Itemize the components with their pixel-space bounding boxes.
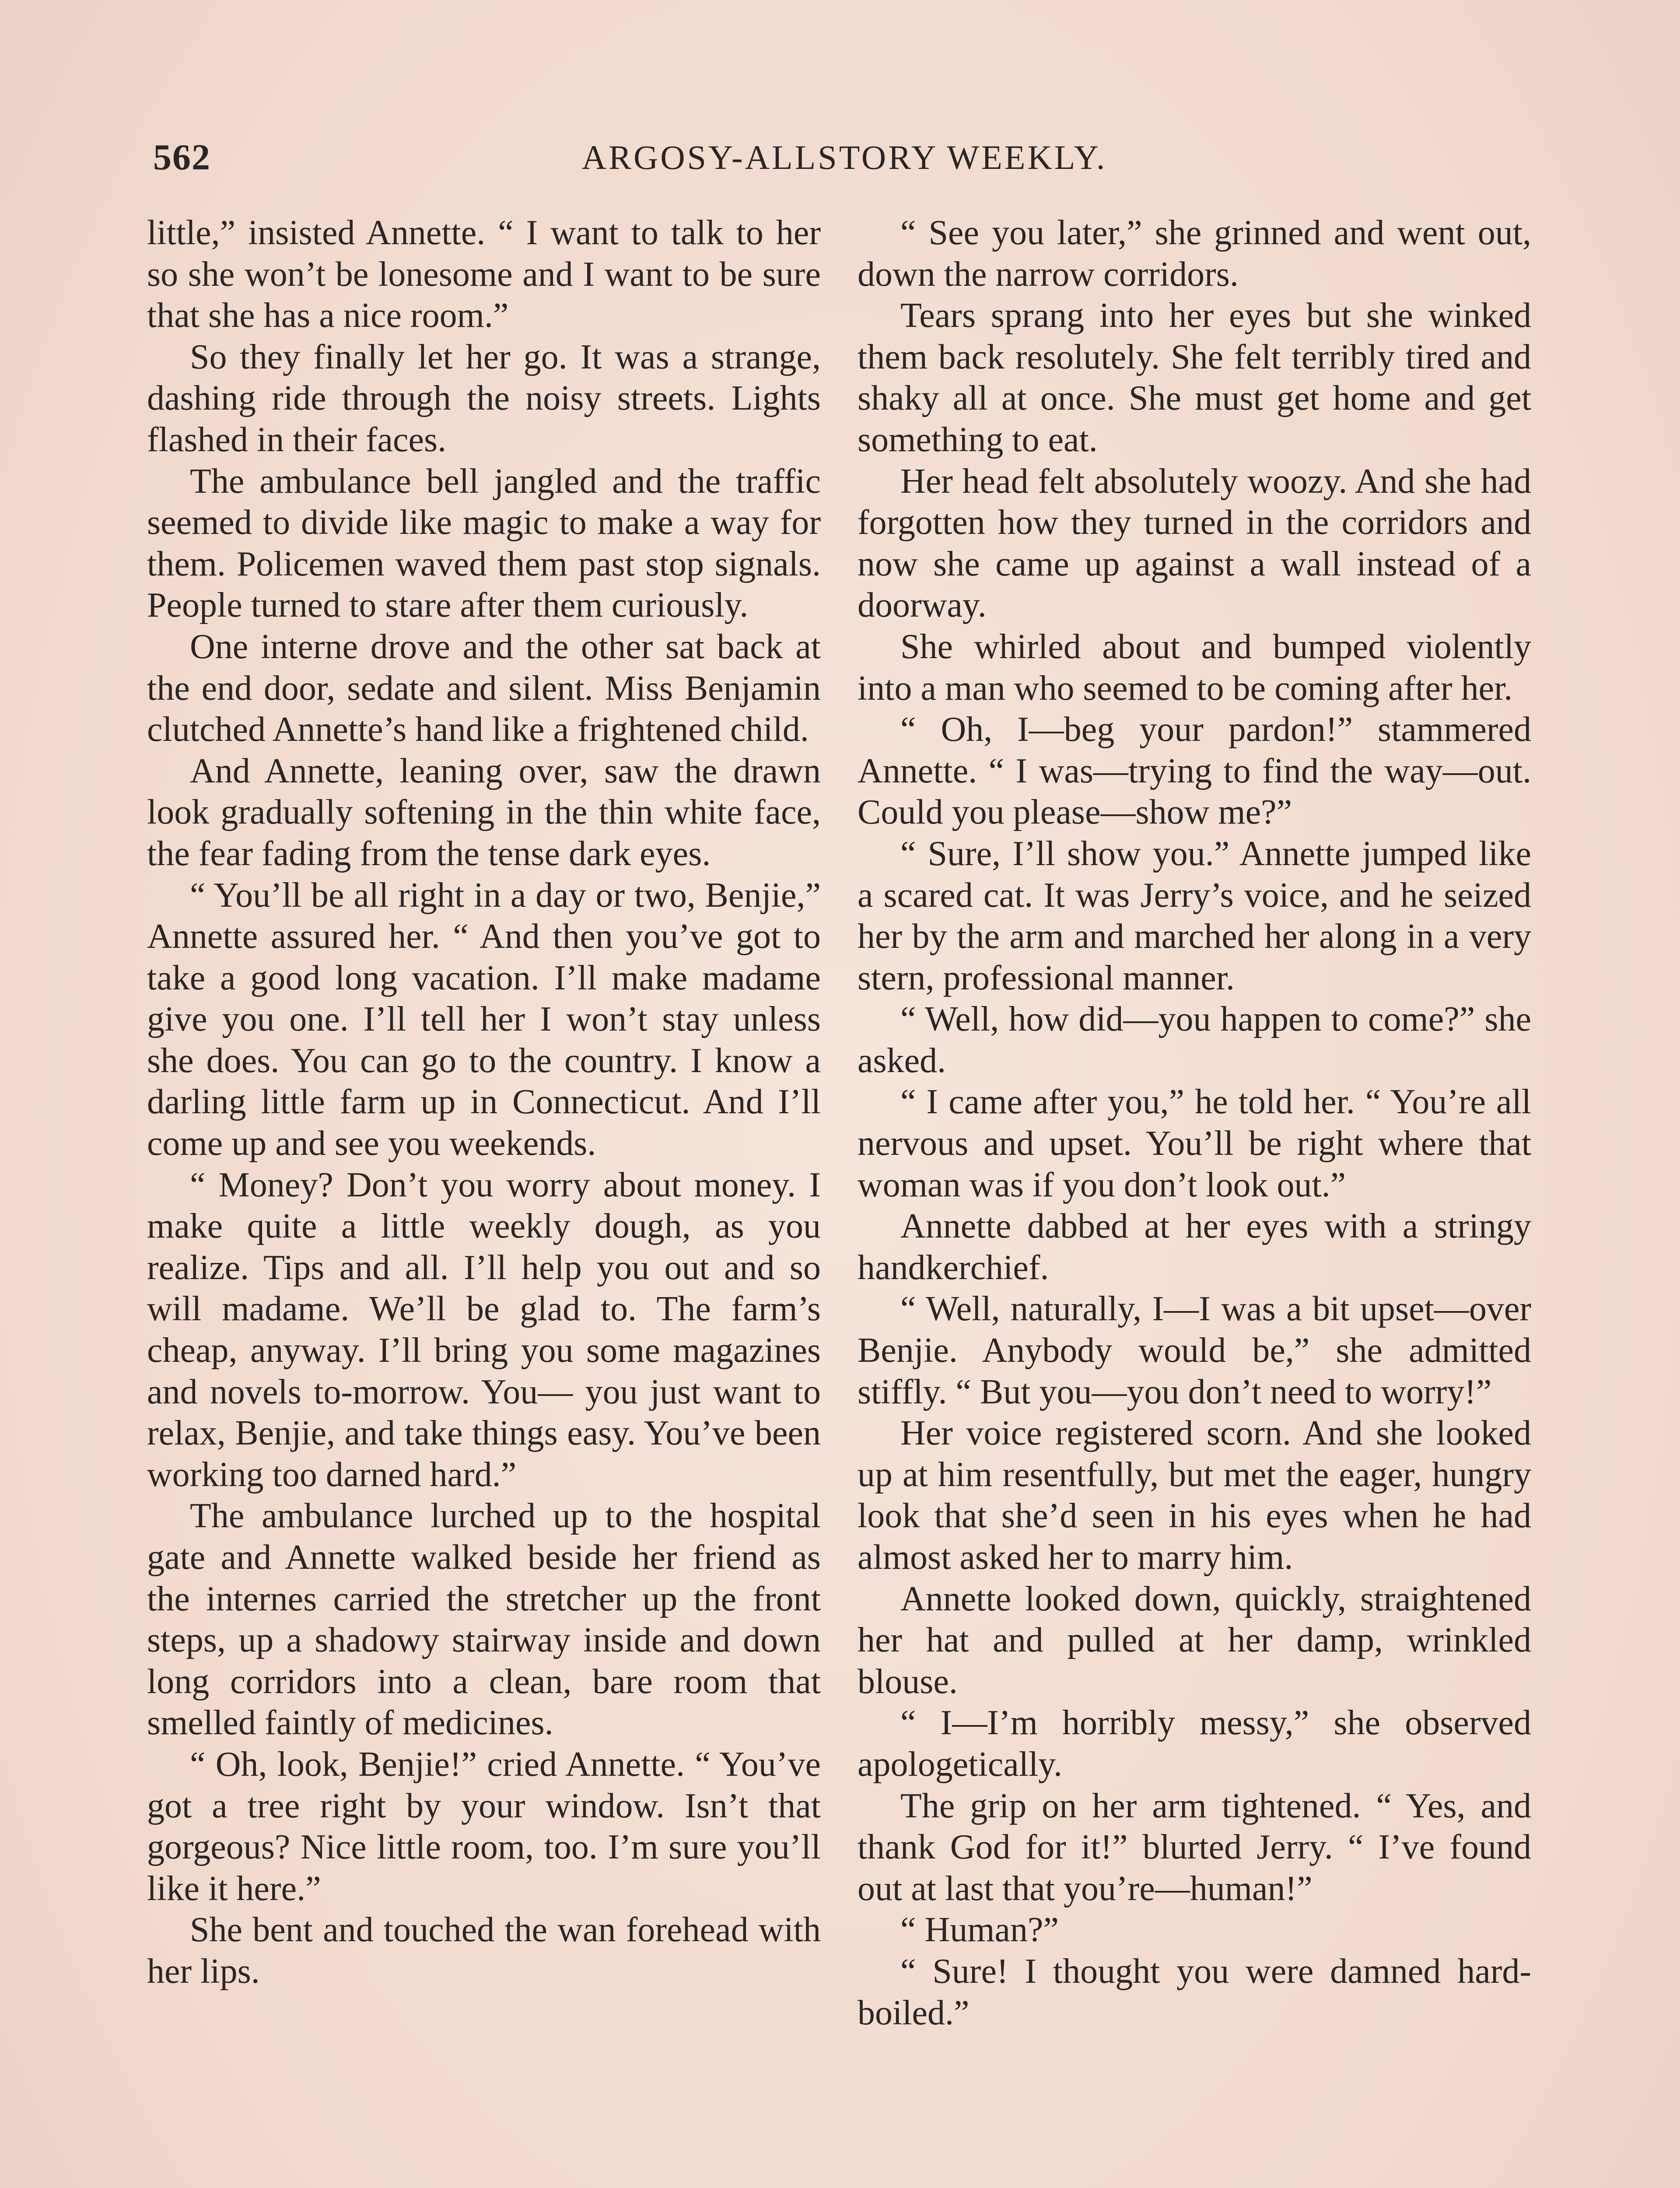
paragraph: One interne drove and the other sat back at the end door, sedate and silent. Miss Benjamin clutched Annette’s hand like a frightened child. [147,627,821,749]
paragraph: Her head felt absolutely woozy. And she had forgotten how they turned in the corridors and now she came up against a wall instead of a doorway. [858,462,1531,625]
paragraph: “ Money? Don’t you worry about money. I make quite a little weekly dough, as you realize. Tips and all. I’ll help you out and so will madame. We’ll be glad to. The farm’s cheap, anyway. I’ll bring you some magazines and novels to-morrow. You— you just want to relax, Benjie, and take things easy. You’ve been working too darned hard.” [147,1165,821,1494]
paragraph: Tears sprang into her eyes but she winked them back resolutely. She felt terribly tired and shaky all at once. She must get home and get something to eat. [858,296,1531,459]
page-number: 562 [153,137,211,178]
left-column [147,212,821,1992]
paragraph: Annette looked down, quickly, straightened her hat and pulled at her damp, wrinkled blouse. [858,1579,1531,1701]
paragraph: little,” insisted Annette. “ I want to talk to her so she won’t be lonesome and I want to be sure that she has a nice room.” [147,214,821,335]
paragraph: So they finally let her go. It was a strange, dashing ride through the noisy streets. Lights flashed in their faces. [147,337,821,459]
page-header [153,131,1536,184]
paragraph: “ Sure, I’ll show you.” Annette jumped like a scared cat. It was Jerry’s voice, and he seized her by the arm and marched her along in a very stern, professional manner. [858,834,1531,997]
paragraph: The ambulance bell jangled and the traffic seemed to divide like magic to make a way for them. Policemen waved them past stop signals. People turned to stare after them curiously. [147,462,821,625]
paragraph: And Annette, leaning over, saw the drawn look gradually softening in the thin white face, the fear fading from the tense dark eyes. [147,751,821,873]
paragraph: She bent and touched the wan forehead with her lips. [147,1911,821,1991]
right-column [858,212,1531,2034]
paragraph: “ I came after you,” he told her. “ You’re all nervous and upset. You’ll be right where that woman was if you don’t look out.” [858,1083,1531,1204]
paragraph: “ You’ll be all right in a day or two, Benjie,” Annette assured her. “ And then you’ve got to take a good long vacation. I’ll make madame give you one. I’ll tell her I won’t stay unless she does. You can go to the country. I know a darling little farm up in Connecticut. And I’ll come up and see you weekends. [147,876,821,1163]
paragraph: Annette dabbed at her eyes with a stringy handkerchief. [858,1207,1531,1287]
paragraph: The grip on her arm tightened. “ Yes, and thank God for it!” blurted Jerry. “ I’ve found out at last that you’re—human!” [858,1786,1531,1908]
paragraph: “ Oh, look, Benjie!” cried Annette. “ You’ve got a tree right by your window. Isn’t that gorgeous? Nice little room, too. I’m sure you’ll like it here.” [147,1745,821,1908]
paragraph: “ I—I’m horribly messy,” she observed apologetically. [858,1704,1531,1784]
paragraph: She whirled about and bumped violently into a man who seemed to be coming after her. [858,627,1531,708]
paragraph: “ Well, naturally, I—I was a bit upset—over Benjie. Anybody would be,” she admitted stiffly. “ But you—you don’t need to worry!” [858,1290,1531,1411]
paragraph: “ Sure! I thought you were damned hard-boiled.” [858,1952,1531,2032]
paragraph: “ Well, how did—you happen to come?” she asked. [858,1000,1531,1080]
paragraph: “ Oh, I—beg your pardon!” stammered Annette. “ I was—trying to find the way—out. Could you please—show me?” [858,710,1531,832]
paragraph: “ Human?” [900,1911,1059,1950]
running-head: ARGOSY-ALLSTORY WEEKLY. [581,138,1107,176]
paragraph: “ See you later,” she grinned and went out, down the narrow corridors. [858,214,1531,294]
paragraph: The ambulance lurched up to the hospital gate and Annette walked beside her friend as the internes carried the stretcher up the front steps, up a shadowy stairway inside and down long corridors into a clean, bare room that smelled faintly of medicines. [147,1497,821,1743]
paragraph: Her voice registered scorn. And she looked up at him resentfully, but met the eager, hungry look that she’d seen in his eyes when he had almost asked her to marry him. [858,1414,1531,1577]
